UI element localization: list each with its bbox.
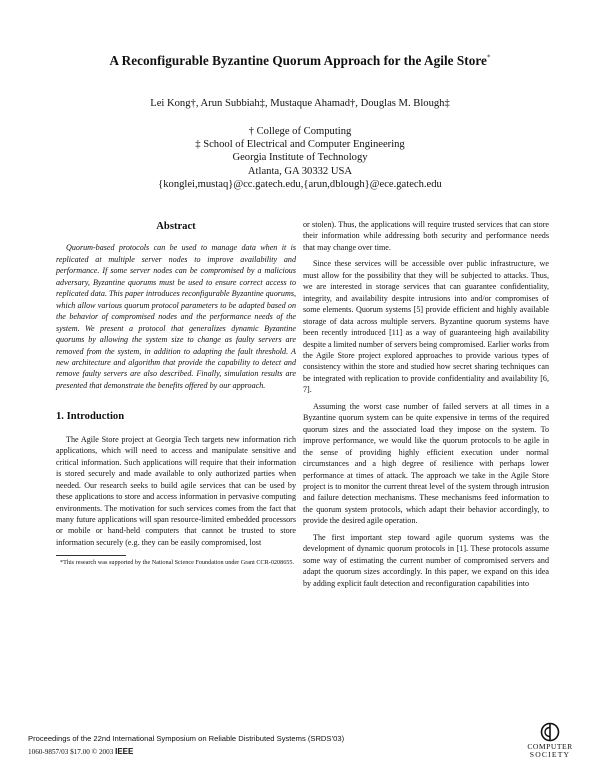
section-heading-introduction: 1. Introduction: [56, 411, 125, 423]
proceedings-footer: Proceedings of the 22nd International Symposium on Reliable Distributed Systems (SRDS’03): [28, 734, 345, 743]
isbn-price: 1060-9857/03 $17.00 © 2003: [28, 748, 114, 756]
ieee-mark: IEEE: [115, 747, 134, 756]
logo-text-society: SOCIETY: [529, 750, 571, 759]
footnote-divider: [56, 555, 126, 556]
abstract-text: Quorum-based protocols can be used to manage data when it is replicated at multiple server nodes to improve availability and performance. If some server nodes can be compromised by a malicious adversary, Byzantine quorums must be used to ensure correct access to replicated data. This paper introduces reconfigurable Byzantine quorums, which allow various quorum protocol parameters to be adapted based on the behavior of compromised nodes and the performance needs of the system. We present a protocol that generalizes dynamic Byzantine quorums by allowing the system size to change as faulty servers are removed from the system, in addition to adapting the fault threshold. A new architecture and algorithm that provide the capability to detect and remove faulty servers are also described. Finally, simulation results are presented that demonstrate the benefits offered by our approach.: [56, 243, 296, 390]
computer-society-logo: [518, 722, 582, 764]
intro-paragraph: The Agile Store project at Georgia Tech targets new information rich applications, which will need to access and manipulate sensitive and critical information. Such applications will require that their information is stored securely and made available to only authorized parties when needed. Our research seeks to build agile services that can be used by these applications to store and access information in pervasive computing environments. The motivation for such services comes from the fact that many future applications will span resource-limited embedded processors or mobile or hand-held computers that cannot be trusted to store information securely (e.g. they can be easily compromised, lost: [56, 434, 296, 547]
title-footnote-mark: *: [486, 53, 491, 62]
affiliation-line: † College of Computing: [248, 126, 352, 137]
affiliation-line: ‡ School of Electrical and Computer Engineering: [195, 139, 405, 151]
author-emails: {konglei,mustaq}@cc.gatech.edu,{arun,dblough}@ece.gatech.edu: [158, 178, 442, 190]
body-paragraph: Since these services will be accessible over public infrastructure, we must allow for the possibility that they will be subjected to attacks. Thus, we are interested in storage services that can guarantee confidentiality, integrity, and availability despite intrusions into and/or compromises of some elements. Quorum systems [5] provide efficient and highly available storage of data across multiple servers. Byzantine quorum systems have been recently introduced [11] as a way of guaranteeing high availability despite a limited number of servers being compromised. Earlier works from the Agile Store project explored approaches to provide various types of consistency within the store and studied how secret sharing techniques can be integrated with replication to provide confidentiality and availability [6, 7].: [303, 259, 549, 395]
paper-title: [0, 53, 600, 69]
left-column: [56, 219, 296, 568]
abstract-heading: Abstract: [156, 221, 196, 232]
body-paragraph: or stolen). Thus, the applications will require trusted services that can store their information while addressing both security and performance needs that may change over time.: [303, 220, 549, 252]
paper-title-text: A Reconfigurable Byzantine Quorum Approach for the Agile Store: [109, 53, 487, 68]
author-list: Lei Kong†, Arun Subbiah‡, Mustaque Ahamad†, Douglas M. Blough‡: [150, 98, 450, 109]
affiliation-line: Georgia Institute of Technology: [232, 152, 368, 164]
computer-society-emblem-icon: [539, 722, 561, 742]
affiliation-block: [0, 125, 600, 191]
logo-text-computer: COMPUTER: [527, 742, 573, 751]
copyright-footer: [28, 747, 133, 756]
right-column: [303, 219, 549, 594]
body-paragraph: Assuming the worst case number of failed servers at all times in a Byzantine quorum system can be quite expensive in terms of the required quorum sizes and the associated load they impose on the system. To improve performance, we would like the quorum protocols to be agile in the sense of providing highly efficient execution under normal circumstances and a high degree of resilience with perhaps lower performance at times of attack. The approach we take in the Agile Store project is to monitor the current threat level of the system through intrusion and failure detection mechanisms. These mechanisms feed information to the quorum system protocols, which adapt their behavior accordingly, to provide the desired agile operation.: [303, 401, 549, 526]
affiliation-line: Atlanta, GA 30332 USA: [247, 165, 353, 177]
body-paragraph: The first important step toward agile quorum systems was the development of dynamic quorum protocols in [1]. These protocols assume some way of estimating the current number of compromised servers and adapt the quorum sizes accordingly. In this paper, we expand on this idea by adding explicit fault detection and reconfiguration capabilities into: [303, 532, 549, 588]
footnote: *This research was supported by the National Science Foundation under Grant CCR-0208655.: [60, 559, 295, 567]
